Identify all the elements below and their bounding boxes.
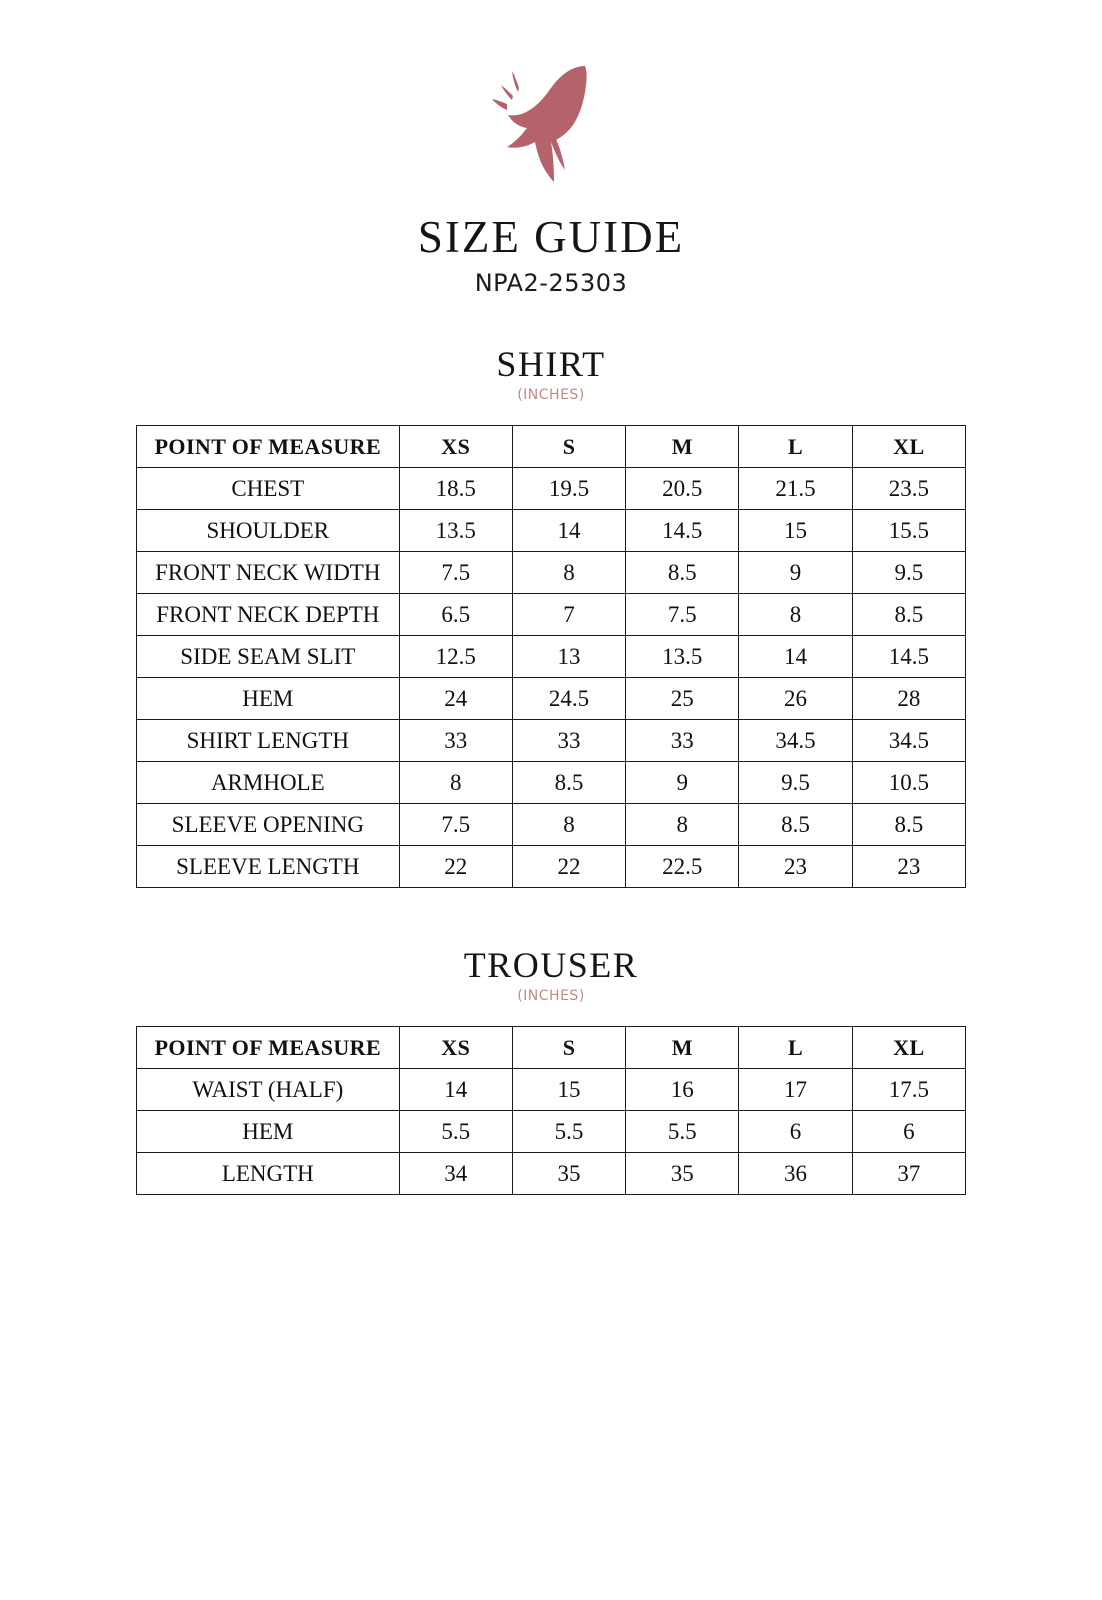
cell-xl: 9.5 <box>852 552 965 594</box>
cell-s: 14 <box>512 510 625 552</box>
table-row <box>137 1153 966 1195</box>
page-title: SIZE GUIDE <box>417 212 685 262</box>
table-row <box>137 762 966 804</box>
trouser-section-title: TROUSER <box>463 945 639 986</box>
cell-m: 20.5 <box>626 468 739 510</box>
trouser-section <box>0 944 1102 1195</box>
row-label: CHEST <box>137 468 400 510</box>
cell-xs: 5.5 <box>399 1111 512 1153</box>
cell-xs: 6.5 <box>399 594 512 636</box>
cell-xs: 8 <box>399 762 512 804</box>
column-header-s: S <box>512 1027 625 1069</box>
table-row <box>137 1111 966 1153</box>
column-header-point-of-measure: POINT OF MEASURE <box>137 426 400 468</box>
cell-xs: 12.5 <box>399 636 512 678</box>
row-label: SLEEVE LENGTH <box>137 846 400 888</box>
cell-s: 7 <box>512 594 625 636</box>
cell-m: 22.5 <box>626 846 739 888</box>
table-row <box>137 678 966 720</box>
cell-l: 34.5 <box>739 720 852 762</box>
cell-m: 8.5 <box>626 552 739 594</box>
cell-l: 6 <box>739 1111 852 1153</box>
cell-xs: 22 <box>399 846 512 888</box>
cell-xs: 34 <box>399 1153 512 1195</box>
cell-l: 23 <box>739 846 852 888</box>
cell-s: 13 <box>512 636 625 678</box>
cell-s: 15 <box>512 1069 625 1111</box>
cell-m: 33 <box>626 720 739 762</box>
cell-s: 8 <box>512 804 625 846</box>
shirt-section-unit: (INCHES) <box>517 387 585 404</box>
table-row <box>137 594 966 636</box>
cell-l: 9.5 <box>739 762 852 804</box>
table-row <box>137 552 966 594</box>
table-header-row <box>137 426 966 468</box>
column-header-xs: XS <box>399 1027 512 1069</box>
cell-m: 8 <box>626 804 739 846</box>
cell-l: 8 <box>739 594 852 636</box>
cell-s: 35 <box>512 1153 625 1195</box>
row-label: LENGTH <box>137 1153 400 1195</box>
cell-l: 14 <box>739 636 852 678</box>
column-header-xl: XL <box>852 1027 965 1069</box>
table-header-row <box>137 1027 966 1069</box>
row-label: FRONT NECK DEPTH <box>137 594 400 636</box>
cell-m: 16 <box>626 1069 739 1111</box>
cell-xl: 37 <box>852 1153 965 1195</box>
dove-logo-icon <box>481 48 621 188</box>
column-header-l: L <box>739 426 852 468</box>
cell-s: 8.5 <box>512 762 625 804</box>
cell-s: 33 <box>512 720 625 762</box>
cell-s: 8 <box>512 552 625 594</box>
column-header-point-of-measure: POINT OF MEASURE <box>137 1027 400 1069</box>
cell-m: 9 <box>626 762 739 804</box>
table-row <box>137 1069 966 1111</box>
column-header-s: S <box>512 426 625 468</box>
table-row <box>137 720 966 762</box>
column-header-m: M <box>626 426 739 468</box>
cell-l: 9 <box>739 552 852 594</box>
shirt-size-table <box>136 425 966 888</box>
cell-xs: 33 <box>399 720 512 762</box>
cell-l: 8.5 <box>739 804 852 846</box>
cell-xs: 24 <box>399 678 512 720</box>
cell-l: 21.5 <box>739 468 852 510</box>
row-label: SHOULDER <box>137 510 400 552</box>
logo-container <box>0 0 1102 188</box>
table-row <box>137 468 966 510</box>
cell-l: 26 <box>739 678 852 720</box>
cell-xl: 8.5 <box>852 594 965 636</box>
cell-s: 24.5 <box>512 678 625 720</box>
table-row <box>137 510 966 552</box>
cell-xl: 28 <box>852 678 965 720</box>
row-label: SLEEVE OPENING <box>137 804 400 846</box>
cell-xs: 7.5 <box>399 804 512 846</box>
cell-m: 5.5 <box>626 1111 739 1153</box>
row-label: WAIST (HALF) <box>137 1069 400 1111</box>
style-code: NPA2-25303 <box>474 269 628 298</box>
cell-xl: 23 <box>852 846 965 888</box>
cell-xs: 18.5 <box>399 468 512 510</box>
row-label: SHIRT LENGTH <box>137 720 400 762</box>
cell-m: 13.5 <box>626 636 739 678</box>
cell-l: 15 <box>739 510 852 552</box>
trouser-section-unit: (INCHES) <box>517 988 585 1005</box>
shirt-section <box>0 343 1102 888</box>
cell-xl: 10.5 <box>852 762 965 804</box>
cell-s: 19.5 <box>512 468 625 510</box>
cell-m: 7.5 <box>626 594 739 636</box>
row-label: HEM <box>137 678 400 720</box>
cell-xs: 13.5 <box>399 510 512 552</box>
cell-m: 35 <box>626 1153 739 1195</box>
cell-xl: 15.5 <box>852 510 965 552</box>
cell-xl: 34.5 <box>852 720 965 762</box>
row-label: SIDE SEAM SLIT <box>137 636 400 678</box>
row-label: FRONT NECK WIDTH <box>137 552 400 594</box>
cell-xl: 14.5 <box>852 636 965 678</box>
cell-xl: 17.5 <box>852 1069 965 1111</box>
column-header-l: L <box>739 1027 852 1069</box>
table-row <box>137 804 966 846</box>
cell-s: 22 <box>512 846 625 888</box>
column-header-xs: XS <box>399 426 512 468</box>
cell-xl: 8.5 <box>852 804 965 846</box>
column-header-xl: XL <box>852 426 965 468</box>
cell-xl: 6 <box>852 1111 965 1153</box>
cell-xl: 23.5 <box>852 468 965 510</box>
trouser-size-table <box>136 1026 966 1195</box>
cell-m: 25 <box>626 678 739 720</box>
title-block <box>0 214 1102 297</box>
cell-s: 5.5 <box>512 1111 625 1153</box>
row-label: ARMHOLE <box>137 762 400 804</box>
table-row <box>137 636 966 678</box>
cell-m: 14.5 <box>626 510 739 552</box>
cell-xs: 14 <box>399 1069 512 1111</box>
column-header-m: M <box>626 1027 739 1069</box>
cell-xs: 7.5 <box>399 552 512 594</box>
cell-l: 36 <box>739 1153 852 1195</box>
row-label: HEM <box>137 1111 400 1153</box>
cell-l: 17 <box>739 1069 852 1111</box>
shirt-section-title: SHIRT <box>496 344 606 385</box>
table-row <box>137 846 966 888</box>
